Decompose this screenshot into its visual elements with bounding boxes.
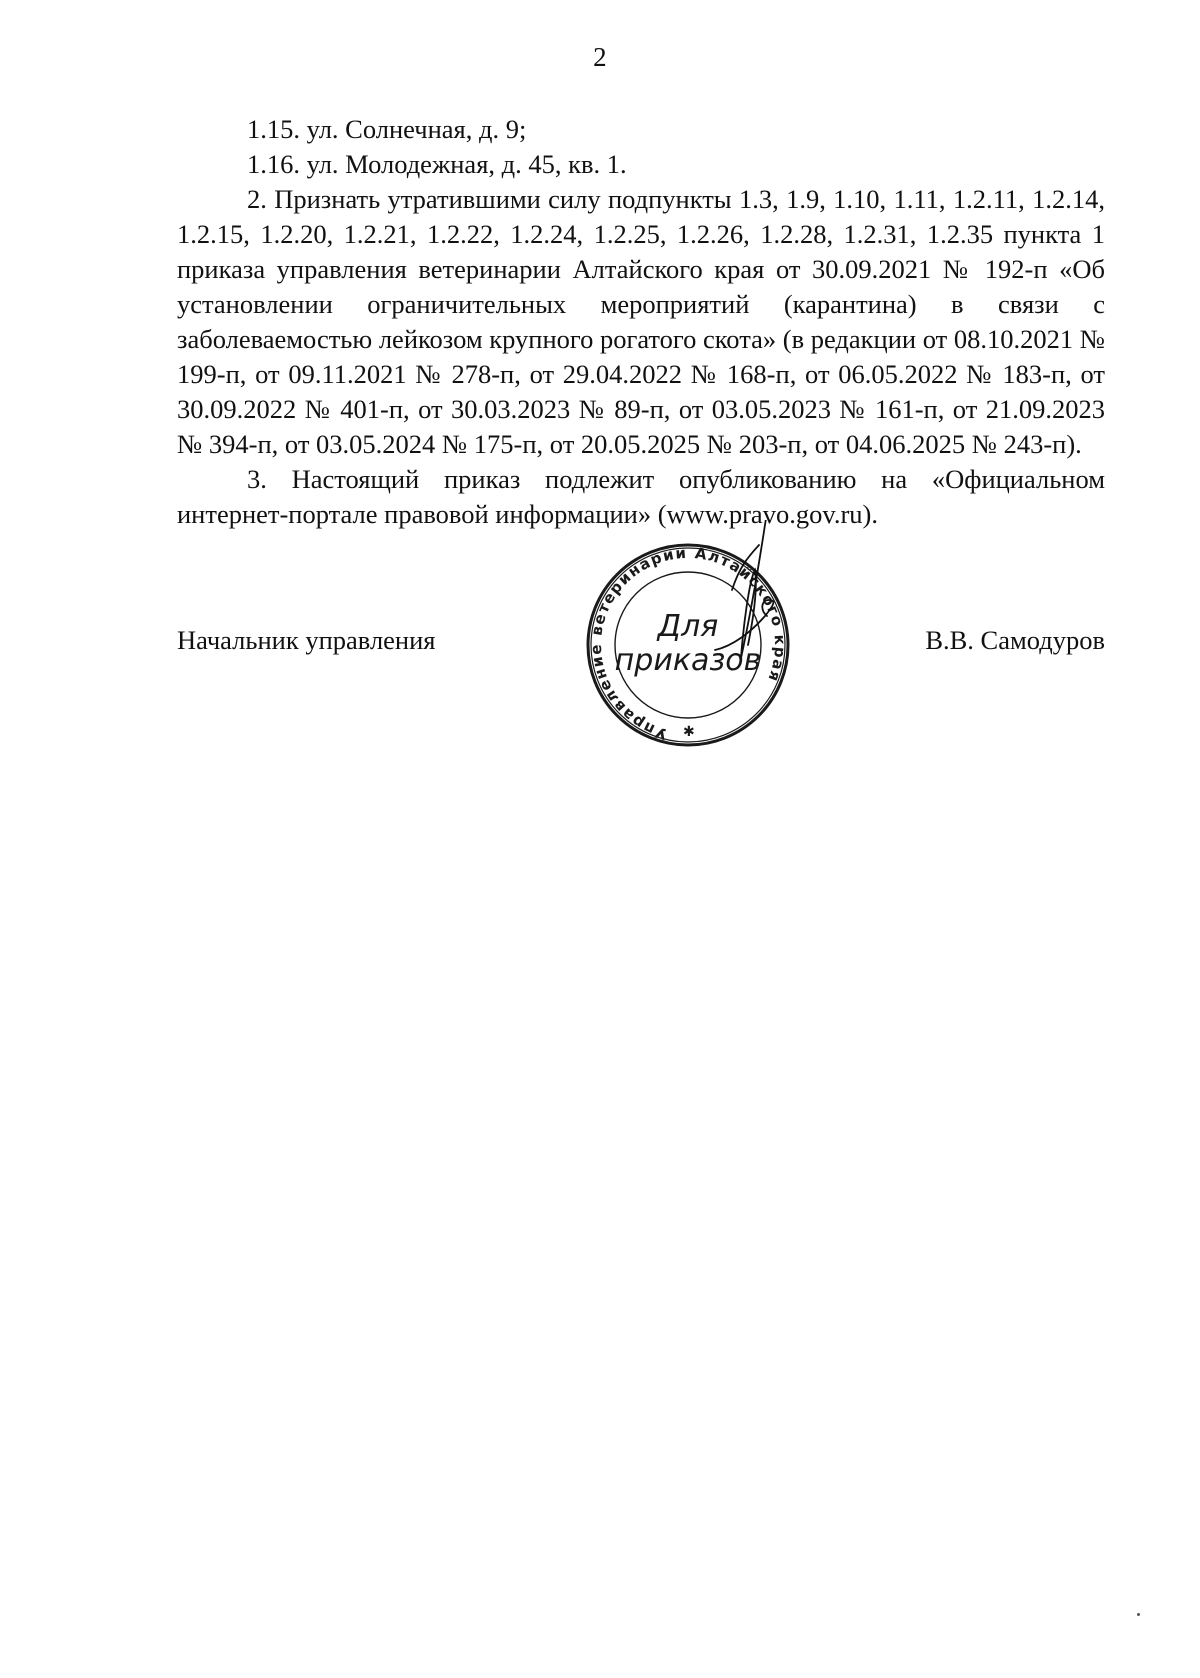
seal-star-icon: ✱ bbox=[683, 724, 695, 740]
seal-center-line-1: Для bbox=[657, 609, 719, 644]
scan-mark bbox=[1137, 1613, 1140, 1616]
signatory-position: Начальник управления bbox=[177, 625, 436, 655]
paragraph-2-repeal: 2. Признать утратившими силу подпункты 1.3, 1.9, 1.10, 1.11, 1.2.11, 1.2.14, 1.2.15, 1.2.20, 1.2.21, 1.2.22, 1.2.24, 1.2.25, 1.2.26, 1.2.28, 1.2.31, 1.2.35 пункта 1 приказа управления ветеринарии Алтайского края от 30.09.2021 № 192-п «Об установлении ограничительных мероприятий (карантина) в связи с заболеваемостью лейкозом крупного рогатого скота» (в редакции от 08.10.2021 № 199-п, от 09.11.2021 № 278-п, от 29.04.2022 № 168-п, от 06.05.2022 № 183-п, от 30.09.2022 № 401-п, от 30.03.2023 № 89-п, от 03.05.2023 № 161-п, от 21.09.2023 № 394-п, от 03.05.2024 № 175-п, от 20.05.2025 № 203-п, от 04.06.2025 № 243-п). bbox=[177, 184, 1105, 459]
list-item-1-16: 1.16. ул. Молодежная, д. 45, кв. 1. bbox=[247, 149, 627, 179]
page-number: 2 bbox=[593, 42, 607, 72]
document-body bbox=[177, 112, 1105, 532]
seal-ring-text: Управление ветеринарии Алтайского края bbox=[586, 543, 790, 744]
signatory-name: В.В. Самодуров bbox=[925, 625, 1105, 655]
list-item-1-15: 1.15. ул. Солнечная, д. 9; bbox=[247, 114, 527, 144]
paragraph-3-publication: 3. Настоящий приказ подлежит опубликованию на «Официальном интернет-портале правовой информации» (www.pravo.gov.ru). bbox=[177, 464, 1105, 529]
seal-center-line-2: приказов bbox=[614, 643, 762, 678]
official-seal bbox=[555, 520, 855, 780]
